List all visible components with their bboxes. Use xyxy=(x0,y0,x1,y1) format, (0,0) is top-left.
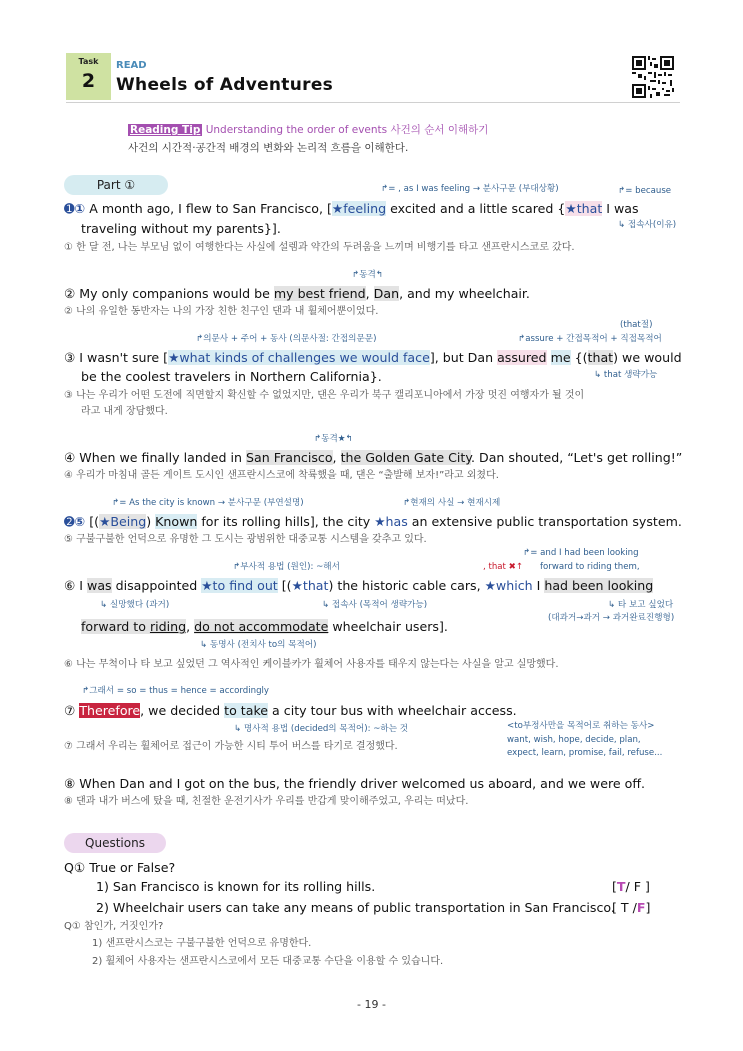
translation-2: ② 나의 유일한 동반자는 나의 가장 친한 친구인 댄과 내 휠체어뿐이었다. xyxy=(64,306,379,317)
note-present-tense: ↱현재의 사실 → 현재시제 xyxy=(403,498,501,508)
note-perfect-progressive: (대과거→과거 → 과거완료진행형) xyxy=(548,613,675,623)
note-participle: ↱= , as I was feeling → 분사구문 (부대상황) xyxy=(381,184,559,194)
note-participle-2: ↱= As the city is known → 분사구문 (부연설명) xyxy=(112,498,304,508)
reading-tip-description: 사건의 시간적·공간적 배경의 변화와 논리적 흐름을 이해한다. xyxy=(128,142,409,154)
translation-3b: 라고 내게 장담했다. xyxy=(81,406,168,417)
sentence-6-line2: forward to riding, do not accommodate wheelchair users]. xyxy=(81,619,448,634)
sentence-8: ⑧ When Dan and I got on the bus, the friendly driver welcomed us aboard, and we were off. xyxy=(64,776,645,791)
note-past: ↳ 실망했다 (과거) xyxy=(100,600,170,610)
question-2: 2) Wheelchair users can take any means of public transportation in San Francisco. xyxy=(96,900,615,915)
note-indirect-question: ↱의문사 + 주어 + 동사 (의문사절: 간접의문문) xyxy=(196,334,377,344)
sentence-1: ➊① A month ago, I flew to San Francisco, [★feeling excited and a little scared {★that I was xyxy=(64,201,639,216)
sentence-2: ② My only companions would be my best friend, Dan, and my wheelchair. xyxy=(64,286,530,301)
note-because: ↱= because xyxy=(618,186,672,196)
sentence-4: ④ When we finally landed in San Francisco, the Golden Gate City. Dan shouted, “Let's get rolling!” xyxy=(64,450,683,465)
sentence-6: ⑥ I was disappointed ★to find out [(★that) the historic cable cars, ★which I had been looking xyxy=(64,578,654,593)
question-2-answer[interactable]: [ T /F] xyxy=(612,900,651,915)
note-verbs-2: expect, learn, promise, fail, refuse... xyxy=(507,748,663,758)
page-number: - 19 - xyxy=(357,998,386,1011)
note-verbs-title: <to부정사만을 목적어로 취하는 동사> xyxy=(507,721,655,731)
question-title: Q① True or False? xyxy=(64,860,176,875)
answer-true-checked[interactable]: T xyxy=(616,879,626,894)
translation-5: ⑤ 구불구불한 언덕으로 유명한 그 도시는 광범위한 대중교통 시스템을 갖추고 있다. xyxy=(64,534,427,545)
note-that-omission: ↳ that 생략가능 xyxy=(594,370,658,380)
note-adverbial: ↱부사적 용법 (원인): ~해서 xyxy=(233,562,340,572)
translation-7: ⑦ 그래서 우리는 휠체어로 접근이 가능한 시티 투어 버스를 타기로 결정했다. xyxy=(64,741,398,752)
header-divider xyxy=(66,102,680,103)
sentence-7: ⑦ Therefore, we decided to take a city tour bus with wheelchair access. xyxy=(64,703,517,718)
note-verbs-1: want, wish, hope, decide, plan, xyxy=(507,735,641,745)
question-2-ko: 2) 휠체어 사용자는 샌프란시스코에서 모든 대중교통 수단을 이용할 수 있습니다. xyxy=(92,956,444,967)
note-forward: forward to riding them, xyxy=(540,562,640,572)
section-label: READ xyxy=(116,60,147,71)
note-that-clause: (that절) xyxy=(620,320,653,330)
question-title-ko: Q① 참인가, 거짓인가? xyxy=(64,921,164,932)
translation-1: ① 한 달 전, 나는 부모님 없이 여행한다는 사실에 설렘과 약간의 두려움을 느끼며 비행기를 타고 샌프란시스코로 갔다. xyxy=(64,242,575,253)
answer-false-checked[interactable]: F xyxy=(636,900,646,915)
note-that-not-allowed: , that ✖↑ xyxy=(483,562,524,572)
sentence-3-line2: be the coolest travelers in Northern California}. xyxy=(81,369,382,384)
sentence-5: ➋⑤ [(★Being) Known for its rolling hills], the city ★has an extensive public transportation system. xyxy=(64,514,682,529)
page-title: Wheels of Adventures xyxy=(116,75,334,95)
task-number: 2 xyxy=(81,70,96,92)
reading-tip xyxy=(128,122,488,137)
sentence-1-line2: traveling without my parents}]. xyxy=(81,221,281,236)
reading-tip-tag: Reading Tip xyxy=(130,124,201,136)
note-appositive-2: ↱동격★↰ xyxy=(314,434,353,444)
note-conjunction-2: ↳ 접속사 (목적어 생략가능) xyxy=(322,600,428,610)
note-assure: ↱assure + 간접목적어 + 직접목적어 xyxy=(518,334,662,344)
sentence-3: ③ I wasn't sure [★what kinds of challenges we would face], but Dan assured me {(that) we would xyxy=(64,350,682,365)
translation-3a: ③ 나는 우리가 어떤 도전에 직면할지 확신할 수 없었지만, 댄은 우리가 북구 캘리포니아에서 가장 멋진 여행자가 될 것이 xyxy=(64,390,585,401)
note-appositive: ↱동격↰ xyxy=(352,270,384,280)
reading-tip-title: Understanding the order of events 사건의 순서 이해하기 xyxy=(205,124,489,136)
questions-label: Questions xyxy=(64,833,166,853)
note-relative-and: ↱= and I had been looking xyxy=(523,548,639,558)
task-label: Task xyxy=(78,57,99,66)
question-1: 1) San Francisco is known for its rolling hills. xyxy=(96,879,376,894)
note-therefore: ↱그래서 = so = thus = hence = accordingly xyxy=(82,686,270,696)
translation-4: ④ 우리가 마침내 골든 게이트 도시인 샌프란시스코에 착륙했을 때, 댄은 “출발해 보자!”라고 외쳤다. xyxy=(64,470,499,481)
note-gerund: ↳ 동명사 (전치사 to의 목적어) xyxy=(200,640,317,650)
note-noun-usage: ↳ 명사적 용법 (decided의 목적어): ~하는 것 xyxy=(234,724,409,734)
note-conjunction: ↳ 접속사(이유) xyxy=(618,220,677,230)
translation-6: ⑥ 나는 무척이나 타 보고 싶었던 그 역사적인 케이블카가 휠체어 사용자를 태우지 않는다는 사실을 알고 실망했다. xyxy=(64,659,559,670)
question-1-ko: 1) 샌프란시스코는 구불구불한 언덕으로 유명한다. xyxy=(92,938,312,949)
translation-8: ⑧ 댄과 내가 버스에 탔을 때, 친절한 운전기사가 우리를 반갑게 맞이해주었고, 우리는 떠났다. xyxy=(64,796,469,807)
qr-code[interactable] xyxy=(632,56,674,98)
note-wanted: ↳ 타 보고 싶었다 xyxy=(608,600,674,610)
part-label: Part ① xyxy=(64,175,168,195)
question-1-answer[interactable]: [T/ F ] xyxy=(612,879,650,894)
